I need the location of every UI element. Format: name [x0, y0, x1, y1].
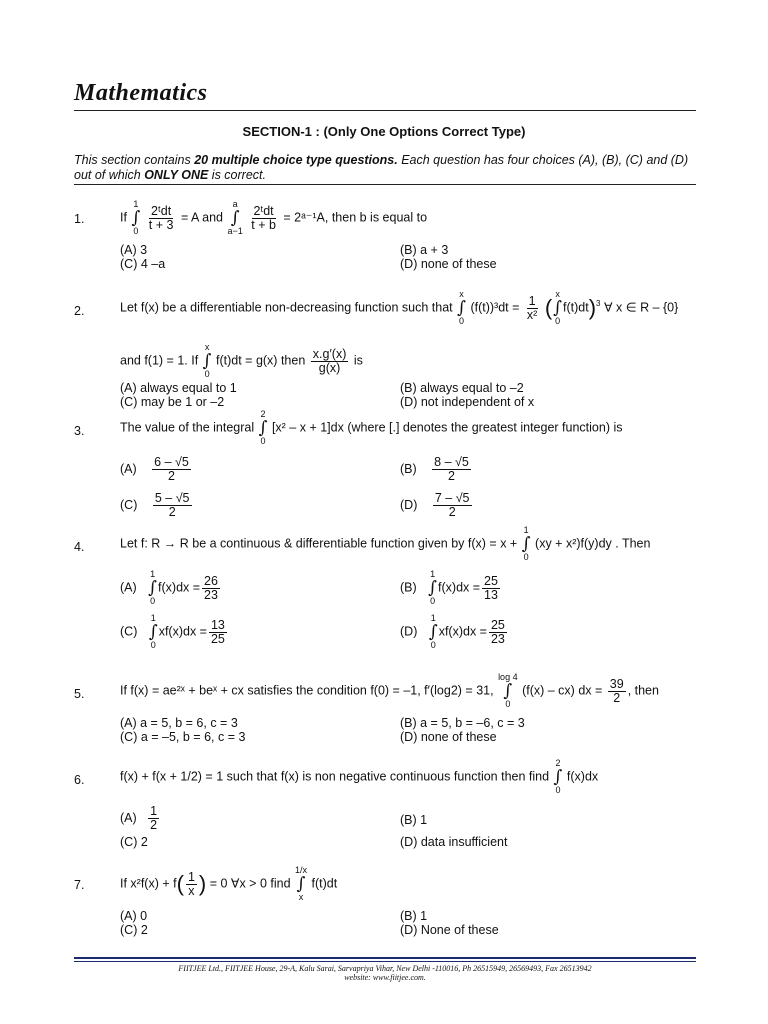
denominator: 13	[484, 587, 498, 602]
integral-sign: x ∫ 0	[202, 342, 212, 379]
q3-text-1: The value of the integral	[120, 420, 255, 435]
fraction	[482, 575, 500, 602]
upper-limit: 1	[150, 569, 156, 579]
intro-bold-only-one: ONLY ONE	[144, 168, 209, 182]
option-label: (D)	[400, 497, 418, 512]
option-b: (B) 1	[400, 909, 428, 923]
intro-text-1: This section contains	[74, 153, 195, 167]
q5-text-2: (f(x) – cx) dx =	[522, 683, 603, 698]
paren-close: )	[588, 295, 597, 320]
question-2-stem-cont	[120, 343, 363, 379]
denominator: 25	[210, 631, 225, 646]
fraction	[249, 205, 278, 232]
numerator: 25	[484, 573, 498, 588]
upper-limit: x	[459, 289, 464, 299]
numerator: 26	[204, 573, 218, 588]
question-number: 1.	[74, 212, 85, 226]
denominator: 2	[448, 505, 456, 519]
lower-limit: 0	[459, 316, 465, 326]
q1-text-and: = A and	[180, 210, 223, 225]
q7-text-3: f(t)dt	[311, 876, 338, 891]
section-instructions	[74, 153, 698, 183]
integral-sign: 1 ∫ 0	[521, 525, 531, 562]
lower-limit: 0	[430, 640, 436, 650]
denominator: 2	[150, 818, 158, 832]
integral-sign: 1 ∫ 0	[148, 569, 158, 606]
q7-text-2: = 0 ∀x > 0 find	[209, 876, 291, 891]
fraction	[147, 205, 176, 232]
option-d	[400, 614, 509, 650]
integral-sign: log 4 ∫ 0	[498, 672, 518, 709]
option-b: (B) a + 3	[400, 243, 449, 257]
upper-limit: 1	[430, 569, 436, 579]
q6-text-1: f(x) + f(x + 1/2) = 1 such that f(x) is non negative continuous function then find	[120, 769, 550, 784]
option-a: (A) 0	[120, 909, 148, 923]
section-heading: SECTION-1 : (Only One Options Correct Type)	[242, 124, 526, 139]
numerator: 1	[187, 869, 195, 884]
intro-divider	[74, 184, 696, 185]
option-c	[120, 492, 194, 519]
q2-text-1: Let f(x) be a differentiable non-decreasing function such that	[120, 300, 453, 315]
option-b: (B) 1	[400, 813, 428, 827]
upper-limit: 1/x	[295, 865, 308, 875]
denominator: 23	[204, 587, 218, 602]
integral-sign: a ∫ a−1	[227, 199, 243, 236]
q3-text-2: [x² – x + 1]dx (where [.] denotes the greatest integer function) is	[271, 420, 623, 435]
lower-limit: 0	[523, 552, 529, 562]
denominator: x	[188, 883, 195, 898]
question-number: 6.	[74, 773, 85, 787]
lower-limit: 0	[133, 226, 139, 236]
fraction	[608, 678, 626, 705]
lower-limit: 0	[505, 699, 511, 709]
option-d: (D) none of these	[400, 257, 497, 271]
integral-sign: 1 ∫ 0	[428, 569, 438, 606]
footer-divider-thin	[74, 961, 696, 962]
option-d: (D) data insufficient	[400, 835, 508, 849]
option-a	[120, 570, 222, 606]
numerator: 7 – √5	[434, 491, 470, 505]
option-a: (A) always equal to 1	[120, 381, 237, 395]
option-d: (D) none of these	[400, 730, 497, 744]
option-a	[120, 805, 161, 832]
q1-text-then: = 2ᵃ⁻¹A, then b is equal to	[283, 210, 428, 225]
lower-limit: 0	[430, 596, 436, 606]
fraction	[311, 348, 349, 375]
fraction	[489, 619, 507, 646]
lower-limit: a−1	[227, 226, 243, 236]
footer	[74, 964, 696, 982]
q5-text-1: If f(x) = ae²ˣ + beˣ + cx satisfies the condition f(0) = –1, f′(log2) = 31,	[120, 683, 494, 698]
q2-text-7: is	[353, 353, 363, 368]
fraction	[152, 456, 191, 483]
option-c: (C) a = –5, b = 6, c = 3	[120, 730, 246, 744]
upper-limit: 2	[260, 409, 266, 419]
option-expression: f(x)dx =	[158, 580, 201, 595]
exponent-3: 3	[596, 299, 601, 309]
option-label: (A)	[120, 810, 137, 825]
option-label: (B)	[400, 580, 417, 595]
denominator: 23	[490, 631, 505, 646]
question-4-stem	[120, 526, 650, 562]
q4-text-2: (xy + x²)f(y)dy . Then	[535, 536, 651, 551]
upper-limit: log 4	[498, 672, 518, 682]
integral-sign: 2 ∫ 0	[553, 758, 563, 795]
option-c: (C) 2	[120, 923, 148, 937]
option-label: (D)	[400, 624, 418, 639]
fraction	[432, 456, 471, 483]
upper-limit: 1	[133, 199, 139, 209]
q2-text-3: f(t)dt	[563, 300, 589, 315]
q6-text-2: f(x)dx	[566, 769, 599, 784]
option-b: (B) always equal to –2	[400, 381, 524, 395]
option-b	[400, 570, 502, 606]
question-7-stem	[120, 866, 337, 902]
numerator: 1	[150, 804, 158, 818]
paren-open: (	[176, 871, 184, 896]
intro-bold-count: 20 multiple choice type questions.	[194, 153, 398, 167]
option-expression: xf(x)dx =	[158, 624, 207, 639]
question-number: 7.	[74, 878, 85, 892]
q7-text-1: If x²f(x) + f	[120, 876, 177, 891]
integral-sign: 1/x ∫ x	[295, 865, 308, 902]
question-number: 2.	[74, 304, 85, 318]
question-3-stem	[120, 410, 622, 446]
option-b: (B) a = 5, b = –6, c = 3	[400, 716, 525, 730]
option-d: (D) None of these	[400, 923, 499, 937]
question-1-stem	[120, 200, 427, 236]
integral-sign: 1 ∫ 0	[428, 613, 438, 650]
integral-sign: 1 ∫ 0	[131, 199, 141, 236]
lower-limit: 0	[150, 596, 156, 606]
q1-text-if: If	[120, 210, 127, 225]
numerator: 13	[210, 617, 225, 632]
integral-sign: x ∫ 0	[457, 289, 466, 326]
denominator: 2	[448, 469, 455, 483]
denominator: x²	[526, 307, 538, 322]
question-5-stem	[120, 673, 659, 709]
lower-limit: 0	[555, 316, 561, 326]
paren-open: (	[544, 295, 553, 320]
option-a	[120, 456, 193, 483]
q2-text-5: and f(1) = 1. If	[120, 353, 199, 368]
page-title: Mathematics	[74, 80, 208, 106]
upper-limit: 1	[150, 613, 156, 623]
upper-limit: a	[232, 199, 238, 209]
option-label: (B)	[400, 461, 417, 476]
numerator: x.g′(x)	[312, 346, 347, 361]
option-a: (A) a = 5, b = 6, c = 3	[120, 716, 238, 730]
option-expression: xf(x)dx =	[438, 624, 487, 639]
q2-text-6: f(t)dt = g(x) then	[216, 353, 306, 368]
upper-limit: 1	[430, 613, 436, 623]
intro-text-3: is correct.	[208, 168, 266, 182]
fraction	[186, 871, 197, 898]
question-number: 3.	[74, 424, 85, 438]
numerator: 2ᵗdt	[253, 203, 274, 218]
upper-limit: x	[204, 342, 210, 352]
numerator: 39	[609, 676, 624, 691]
paren-close: )	[198, 871, 207, 896]
lower-limit: 0	[150, 640, 156, 650]
question-2-stem	[120, 290, 678, 326]
lower-limit: 0	[555, 785, 561, 795]
lower-limit: 0	[260, 436, 266, 446]
integral-sign: 2 ∫ 0	[258, 409, 268, 446]
fraction	[209, 619, 227, 646]
option-c	[120, 614, 229, 650]
fraction	[153, 492, 192, 519]
denominator: 2	[168, 505, 176, 519]
fraction	[433, 492, 472, 519]
upper-limit: 2	[555, 758, 561, 768]
option-label: (C)	[120, 624, 138, 639]
fraction	[525, 295, 539, 322]
option-label: (C)	[120, 497, 138, 512]
footer-divider	[74, 957, 696, 959]
q4-text-1: Let f: R → R be a continuous & differentiable function given by f(x) = x +	[120, 536, 518, 551]
denominator: t + b	[251, 217, 276, 232]
denominator: 2	[168, 469, 175, 483]
question-number: 4.	[74, 540, 85, 554]
option-d: (D) not independent of x	[400, 395, 535, 409]
q2-text-4: ∀ x ∈ R – {0}	[603, 300, 679, 315]
fraction	[148, 805, 159, 832]
option-a: (A) 3	[120, 243, 148, 257]
footer-address: FIITJEE Ltd., FIITJEE House, 29-A, Kalu Sarai, Sarvapriya Vihar, New Delhi -110016, Ph 26515949, 26569493, Fax 26513942	[178, 964, 592, 973]
integral-sign: x ∫ 0	[553, 289, 562, 326]
numerator: 8 – √5	[434, 455, 469, 469]
lower-limit: x	[298, 892, 304, 902]
denominator: 2	[613, 690, 621, 705]
q5-text-3: , then	[627, 683, 659, 698]
numerator: 1	[528, 293, 536, 308]
fraction	[202, 575, 220, 602]
option-expression: f(x)dx =	[438, 580, 481, 595]
footer-website: website: www.fiitjee.com.	[344, 973, 426, 982]
option-b	[400, 456, 473, 483]
numerator: 5 – √5	[154, 491, 190, 505]
q2-text-2: (f(t))³dt =	[470, 300, 520, 315]
option-label: (A)	[120, 461, 137, 476]
upper-limit: x	[555, 289, 560, 299]
integral-sign: 1 ∫ 0	[148, 613, 158, 650]
option-c: (C) may be 1 or –2	[120, 395, 225, 409]
option-c: (C) 4 –a	[120, 257, 166, 271]
numerator: 2ᵗdt	[151, 203, 172, 218]
lower-limit: 0	[204, 369, 210, 379]
intro-text-2: Each question has four choices (A), (B), (C) and (D) out of which	[74, 153, 689, 182]
title-divider	[74, 110, 696, 111]
question-number: 5.	[74, 687, 85, 701]
numerator: 6 – √5	[154, 455, 189, 469]
denominator: t + 3	[148, 217, 174, 232]
numerator: 25	[490, 617, 505, 632]
denominator: g(x)	[318, 360, 341, 375]
question-6-stem	[120, 759, 598, 795]
upper-limit: 1	[523, 525, 529, 535]
option-label: (A)	[120, 580, 137, 595]
option-c: (C) 2	[120, 835, 148, 849]
option-d	[400, 492, 474, 519]
